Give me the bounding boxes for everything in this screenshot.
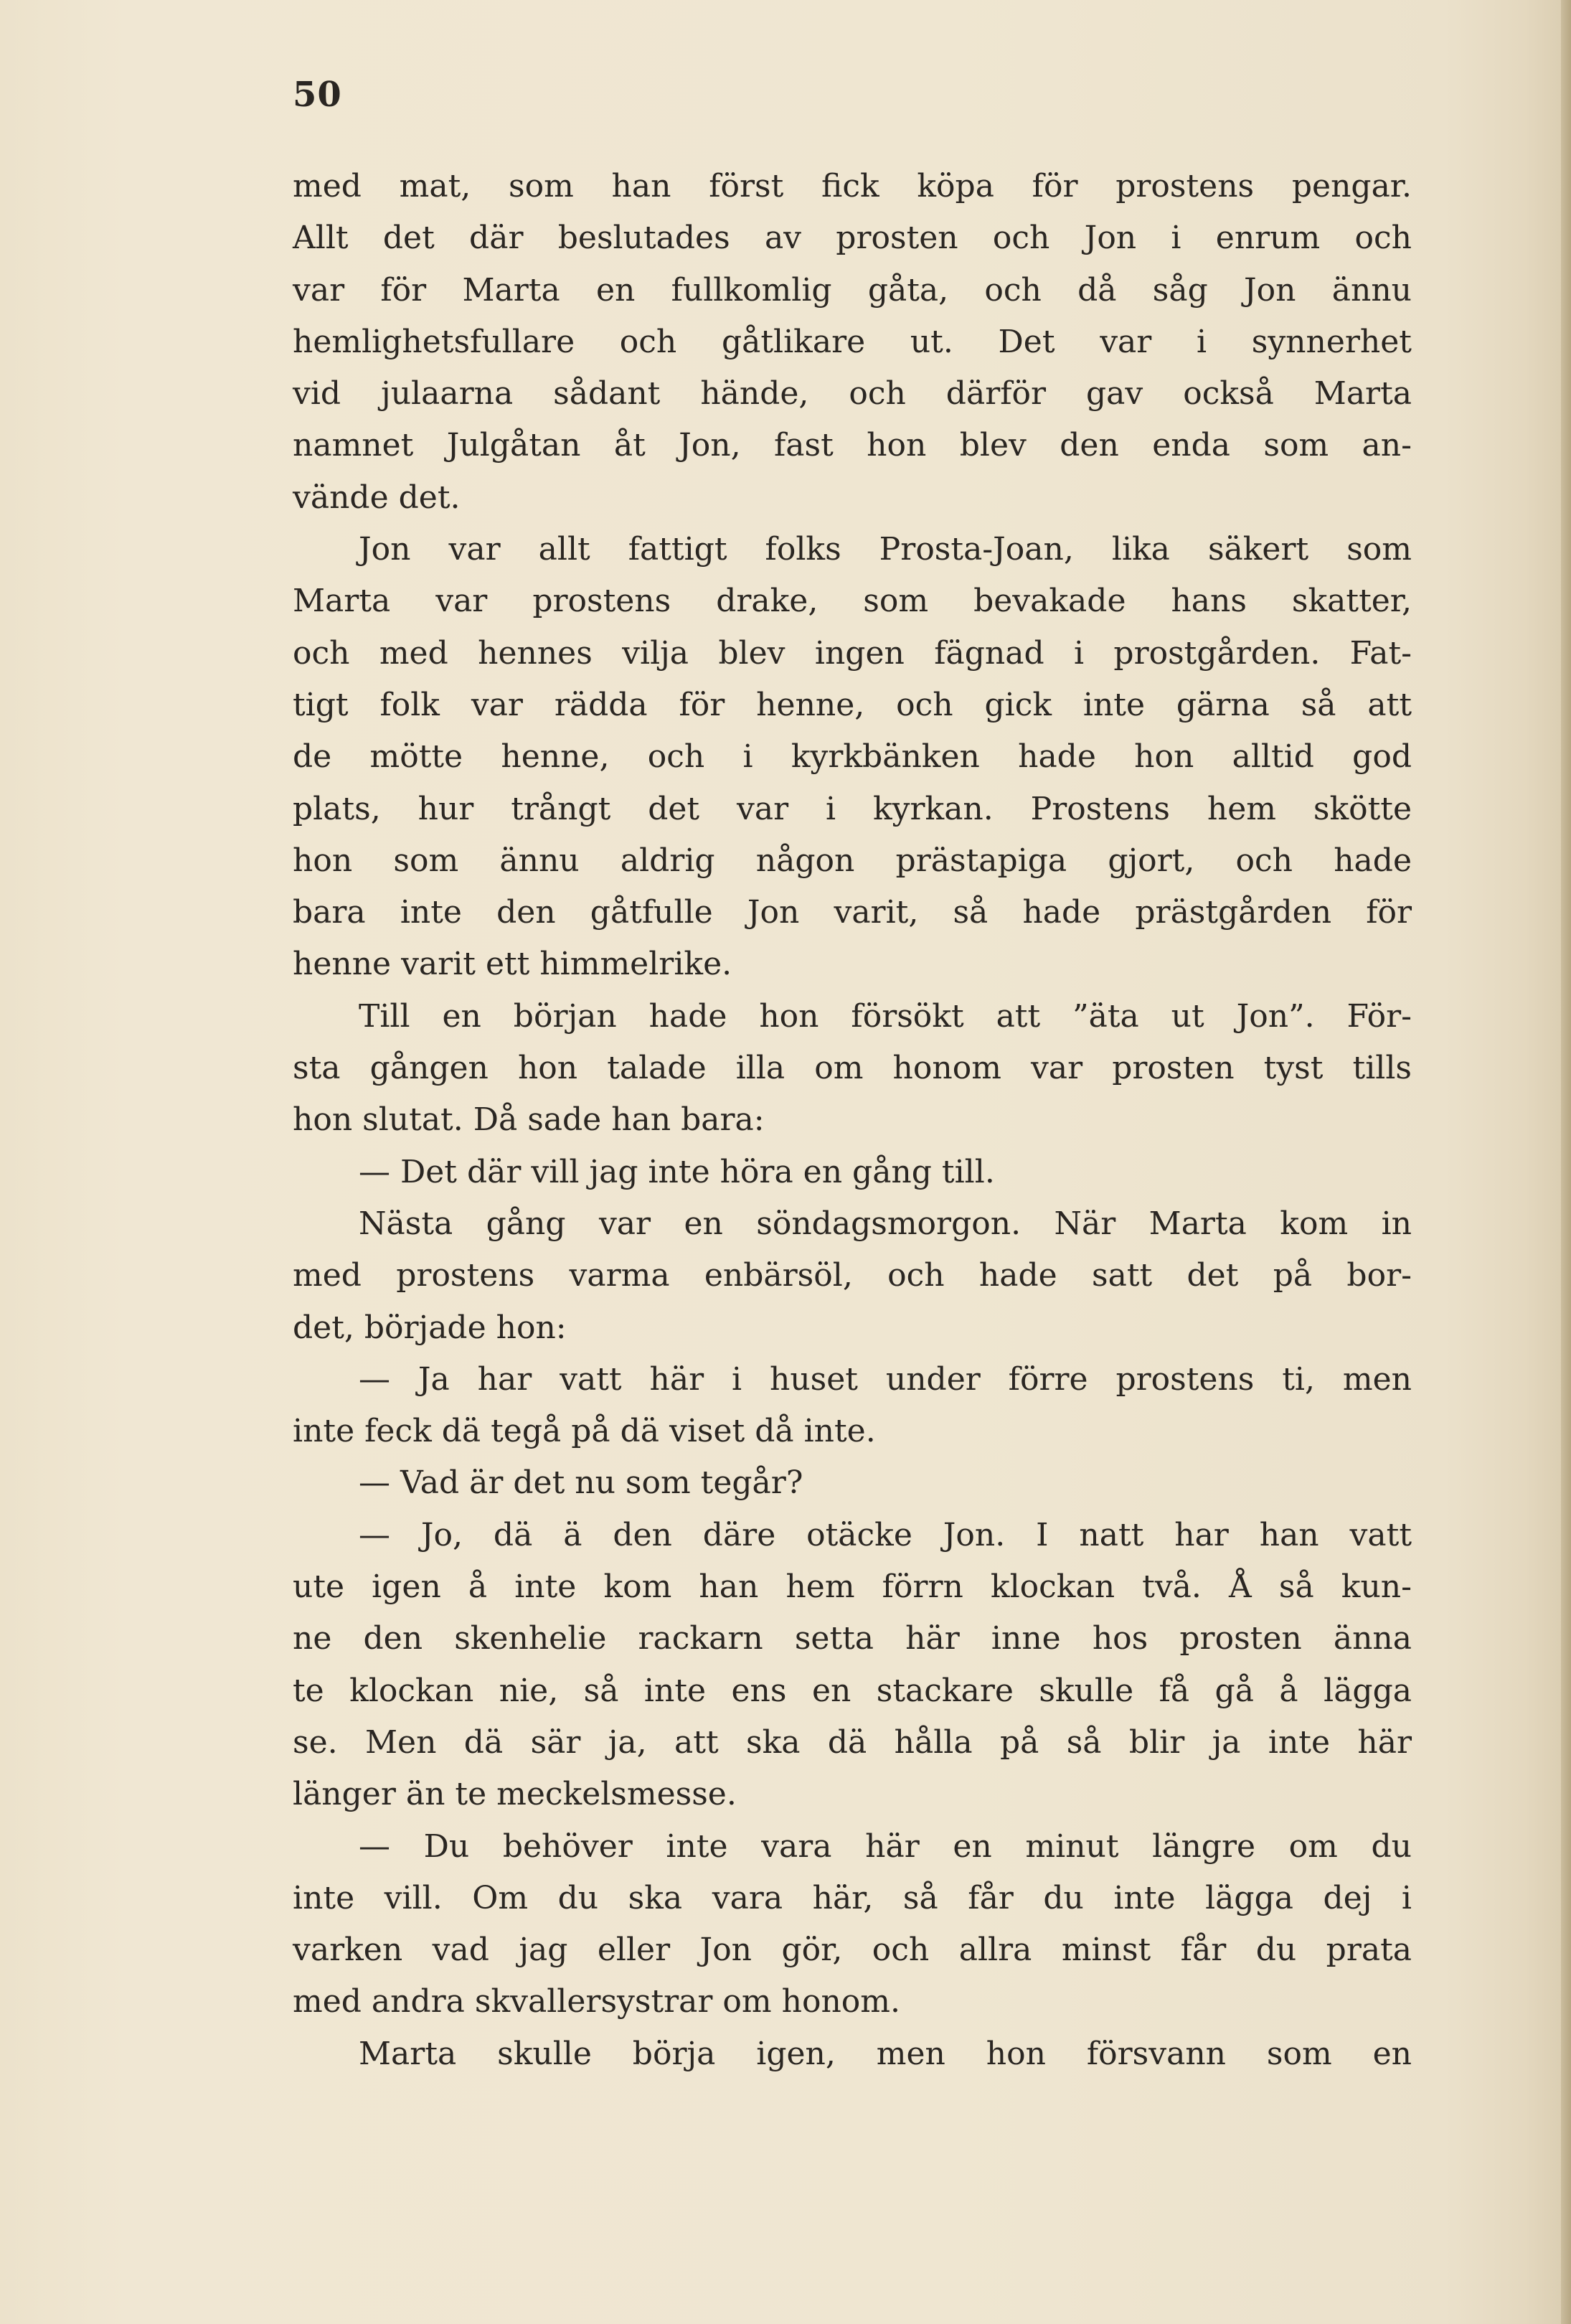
text-line: hon slutat. Då sade han bara: — [293, 1101, 765, 1139]
text-line: med andra skvallersystrar om honom. — [293, 1983, 900, 2020]
text-line: varken vad jag eller Jon gör, och allra minst får du prata — [293, 1932, 1412, 1969]
text-line: Till en början hade hon försökt att ”äta ut Jon”. För- — [359, 997, 1412, 1035]
text-line: te klockan nie, så inte ens en stackare skulle få gå å lägga — [293, 1672, 1412, 1709]
text-line: med mat, som han först fick köpa för prostens pengar. — [293, 168, 1412, 204]
text-line: namnet Julgåtan åt Jon, fast hon blev den enda som an- — [293, 427, 1412, 464]
text-line: och med hennes vilja blev ingen fägnad i prostgården. Fat- — [293, 634, 1412, 672]
text-line: — Vad är det nu som tegår? — [359, 1464, 803, 1502]
text-line: de mötte henne, och i kyrkbänken hade hon alltid god — [293, 738, 1412, 776]
text-line: tigt folk var rädda för henne, och gick inte gärna så att — [293, 686, 1412, 723]
text-line: ute igen å inte kom han hem förrn klockan två. Å så kun- — [293, 1568, 1412, 1606]
text-line: sta gången hon talade illa om honom var prosten tyst tills — [293, 1050, 1412, 1087]
text-line: Nästa gång var en söndagsmorgon. När Marta kom in — [359, 1205, 1412, 1242]
text-line: bara inte den gåtfulle Jon varit, så hade prästgården för — [293, 894, 1412, 931]
text-line: plats, hur trångt det var i kyrkan. Prostens hem skötte — [293, 790, 1412, 827]
page-number: 50 — [293, 75, 342, 115]
text-line: det, började hon: — [293, 1309, 567, 1346]
text-line: inte feck dä tegå på dä viset då inte. — [293, 1413, 876, 1450]
text-line: Jon var allt fattigt folks Prosta-Joan, lika säkert som — [359, 531, 1412, 568]
body-text — [293, 161, 1412, 2080]
text-line: Marta skulle börja igen, men hon försvann som en — [359, 2035, 1412, 2072]
text-line: se. Men dä sär ja, att ska dä hålla på så blir ja inte här — [293, 1723, 1412, 1761]
text-line: vid julaarna sådant hände, och därför gav också Marta — [293, 375, 1412, 413]
text-line: med prostens varma enbärsöl, och hade satt det på bor- — [293, 1257, 1412, 1294]
text-line: vände det. — [293, 479, 461, 516]
text-line: — Jo, dä ä den däre otäcke Jon. I natt har han vatt — [359, 1516, 1412, 1553]
text-line: länger än te meckelsmesse. — [293, 1776, 737, 1813]
text-line: — Det där vill jag inte höra en gång till. — [359, 1153, 995, 1190]
text-line: Marta var prostens drake, som bevakade hans skatter, — [293, 583, 1412, 620]
text-line: Allt det där beslutades av prosten och Jon i enrum och — [293, 220, 1412, 257]
text-line: inte vill. Om du ska vara här, så får du inte lägga dej i — [293, 1879, 1412, 1916]
text-line: var för Marta en fullkomlig gåta, och då såg Jon ännu — [293, 271, 1412, 309]
page-edge-shadow — [1561, 0, 1571, 2324]
text-line: henne varit ett himmelrike. — [293, 946, 732, 983]
text-line: hon som ännu aldrig någon prästapiga gjort, och hade — [293, 842, 1412, 879]
text-line: — Ja har vatt här i huset under förre prostens ti, men — [359, 1360, 1412, 1398]
text-line: hemlighetsfullare och gåtlikare ut. Det var i synnerhet — [293, 323, 1412, 360]
text-line: ne den skenhelie rackarn setta här inne hos prosten änna — [293, 1620, 1412, 1657]
text-line: — Du behöver inte vara här en minut längre om du — [359, 1827, 1412, 1865]
